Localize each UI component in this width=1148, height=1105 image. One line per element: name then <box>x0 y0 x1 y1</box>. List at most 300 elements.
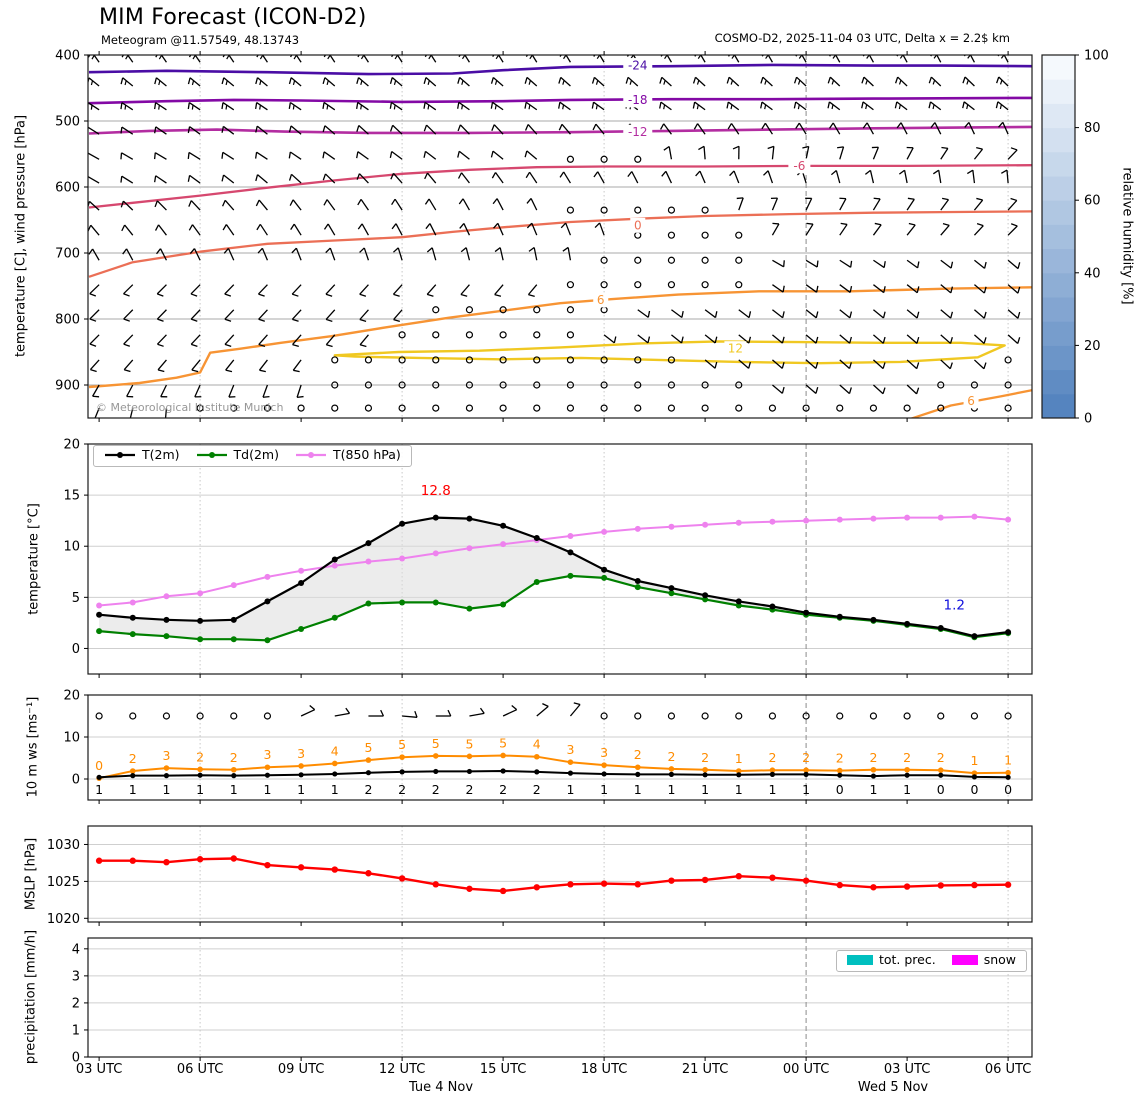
contour-label: -12 <box>627 125 648 140</box>
series-t850-marker <box>399 555 405 561</box>
calm-circle <box>837 405 843 411</box>
series-t850-marker <box>1005 517 1011 523</box>
wind-barb <box>425 151 435 159</box>
x-tick-label: 12 UTC <box>378 1062 426 1077</box>
legend-item-label: T(850 hPa) <box>332 447 401 462</box>
y-tick-label: 4 <box>71 942 80 958</box>
wind-barb <box>664 124 672 134</box>
series-td2m-marker <box>668 590 674 596</box>
gust-value-label: 2 <box>196 749 205 765</box>
series-gust-marker <box>164 765 170 771</box>
wind-barb <box>669 146 671 159</box>
wind-barb <box>226 224 233 235</box>
series-t850-marker <box>837 517 843 523</box>
series-mslp-marker <box>668 877 674 883</box>
wind-barb <box>806 198 812 210</box>
wind-value-label: 0 <box>1004 782 1013 797</box>
series-wind-marker <box>231 773 236 778</box>
series-gust-marker <box>433 753 439 759</box>
colorbar-segment <box>1042 103 1075 128</box>
series-t2m-marker <box>96 612 102 618</box>
gust-value-label: 2 <box>768 750 777 766</box>
wind-barb <box>806 260 817 267</box>
y-tick-label: 600 <box>55 180 80 196</box>
contour-label: -6 <box>793 158 806 173</box>
series-td2m-marker <box>500 601 506 607</box>
wind-barb <box>840 385 850 394</box>
legend-item <box>847 954 936 967</box>
contour-line--24 <box>89 65 1032 74</box>
wind-value-label: 1 <box>297 782 306 797</box>
y-tick-label: 700 <box>55 246 80 262</box>
wind-barb <box>191 310 200 319</box>
series-gust-marker <box>332 761 338 767</box>
wind-barb <box>335 713 350 716</box>
y-tick-label: 1030 <box>46 837 80 853</box>
calm-circle <box>365 405 371 411</box>
wind-barb <box>772 146 773 159</box>
wind-barb <box>873 260 884 267</box>
wind-barb <box>392 78 402 86</box>
wind-value-label: 1 <box>667 782 676 797</box>
series-t2m-marker <box>736 598 742 604</box>
wind-barb <box>974 360 984 369</box>
series-t2m-marker <box>500 523 506 529</box>
series-t2m-marker <box>803 610 809 616</box>
wind-barb <box>600 223 604 235</box>
wind-barb <box>225 310 234 319</box>
legend-item <box>952 954 1016 967</box>
wind-barb <box>88 153 99 159</box>
calm-circle <box>635 282 641 288</box>
wind-barb <box>364 248 368 260</box>
series-mslp-marker <box>837 882 843 888</box>
wind-barb <box>90 360 99 370</box>
wind-barb <box>124 360 133 370</box>
series-mslp-marker <box>130 858 136 864</box>
wind-barb <box>324 102 335 109</box>
wind-barb <box>503 710 517 716</box>
wind-barb <box>301 710 315 716</box>
wind-barb <box>974 310 984 318</box>
precipitation-legend <box>836 950 1027 972</box>
wind-barb <box>360 285 369 295</box>
wind-barb <box>426 78 436 87</box>
wind-value-label: 1 <box>162 782 171 797</box>
y-tick-label: 20 <box>63 688 80 704</box>
temperature-legend <box>93 445 412 467</box>
series-wind-marker <box>938 773 943 778</box>
series-wind-marker <box>1005 775 1010 780</box>
wind-barb <box>327 200 335 210</box>
wind-barb <box>974 335 984 344</box>
wind-barb <box>570 705 580 716</box>
wind-value-label: 1 <box>128 782 137 797</box>
series-gust-marker <box>669 766 675 772</box>
wind-value-label: 1 <box>802 782 811 797</box>
wind-value-label: 0 <box>970 782 979 797</box>
wind-barb <box>941 200 949 210</box>
wind-barb <box>704 146 705 159</box>
calm-circle <box>163 713 169 719</box>
wind-y-axis-label: 10 m ws [ms⁻¹] <box>25 696 41 798</box>
wind-barb <box>840 199 846 210</box>
colorbar-segment <box>1042 128 1075 153</box>
colorbar-tick-label: 100 <box>1084 48 1109 64</box>
series-mslp-marker <box>1005 882 1011 888</box>
series-t2m-marker <box>938 625 944 631</box>
wind-barb <box>840 224 847 235</box>
calm-circle <box>736 713 742 719</box>
panel-border <box>88 55 1032 418</box>
wind-barb <box>898 77 907 86</box>
wind-barb <box>225 285 234 294</box>
wind-barb <box>806 310 816 318</box>
series-td2m-marker <box>399 599 405 605</box>
calm-circle <box>971 713 977 719</box>
wind-barb <box>296 248 301 260</box>
series-gust-marker <box>702 767 708 773</box>
wind-barb <box>229 385 234 397</box>
wind-barb <box>429 199 436 210</box>
wind-barb <box>728 102 738 110</box>
series-t2m-marker <box>365 540 371 546</box>
wind-barb <box>772 260 783 267</box>
y-tick-label: 400 <box>55 48 80 64</box>
colorbar-segment <box>1042 321 1075 346</box>
calm-circle <box>769 405 775 411</box>
series-wind-marker <box>803 772 808 777</box>
series-t850-marker <box>769 519 775 525</box>
calm-circle <box>668 257 674 263</box>
calm-circle <box>702 405 708 411</box>
series-mslp-marker <box>365 870 371 876</box>
wind-barb <box>330 248 334 260</box>
legend-item-label: T(2m) <box>142 447 180 462</box>
x-tick-label: 21 UTC <box>681 1062 729 1077</box>
contour-line-0 <box>89 211 1032 276</box>
series-wind-marker <box>433 769 438 774</box>
gust-value-label: 2 <box>701 749 710 765</box>
series-gust-marker <box>904 767 910 773</box>
upper-air-y-axis-label: temperature [C], wind pressure [hPa] <box>13 114 29 358</box>
legend-item-label: Td(2m) <box>233 447 279 462</box>
series-t2m-marker <box>298 580 304 586</box>
wind-barb <box>156 176 167 183</box>
wind-barb <box>398 248 402 260</box>
wind-barb <box>326 285 335 295</box>
calm-circle <box>567 332 573 338</box>
wind-barb <box>941 148 948 159</box>
calm-circle <box>736 232 742 238</box>
panel-wind <box>63 689 1032 805</box>
y-tick-label: 1020 <box>46 911 80 927</box>
wind-barb <box>223 152 234 159</box>
calm-circle <box>96 713 102 719</box>
wind-barb <box>662 77 672 86</box>
wind-barb <box>360 310 369 320</box>
wind-barb <box>840 360 850 369</box>
gust-value-label: 2 <box>229 749 238 765</box>
series-t850-marker <box>332 563 338 569</box>
series-t850-marker <box>803 518 809 524</box>
wind-barb <box>873 310 883 318</box>
series-wind-marker <box>366 770 371 775</box>
wind-barb <box>425 102 436 109</box>
series-mslp-marker <box>769 874 775 880</box>
series-t2m-marker <box>163 617 169 623</box>
calm-circle <box>635 713 641 719</box>
wind-barb <box>594 102 605 110</box>
wind-barb <box>873 147 878 159</box>
calm-circle <box>904 713 910 719</box>
wind-barb <box>974 149 982 159</box>
series-gust-marker <box>231 767 237 773</box>
temperature-y-axis-label: temperature [°C] <box>26 503 42 615</box>
wind-barb <box>873 199 880 210</box>
wind-barb <box>291 78 301 86</box>
wind-barb <box>695 102 705 110</box>
calm-circle <box>466 307 472 313</box>
series-mslp-marker <box>332 866 338 872</box>
wind-barb <box>462 173 470 183</box>
wind-value-label: 1 <box>869 782 878 797</box>
wind-barb <box>290 102 301 109</box>
series-t850-marker <box>365 559 371 565</box>
panel-temperature <box>63 438 1032 679</box>
wind-barb <box>796 102 806 110</box>
wind-value-label: 1 <box>903 782 912 797</box>
wind-barb <box>974 200 982 210</box>
series-t850-marker <box>668 524 674 530</box>
wind-value-label: 1 <box>768 782 777 797</box>
wind-barb <box>739 198 743 210</box>
wind-barb <box>124 335 133 344</box>
series-wind-marker <box>130 773 135 778</box>
series-wind-marker <box>770 772 775 777</box>
wind-barb <box>224 175 234 183</box>
wind-barb <box>863 102 873 110</box>
watermark: © Meteorological Institute Munich <box>96 401 284 414</box>
colorbar-tick-label: 20 <box>1084 338 1101 354</box>
wind-barb <box>907 148 913 159</box>
calm-circle <box>702 207 708 213</box>
series-wind-marker <box>635 772 640 777</box>
series-wind-marker <box>871 773 876 778</box>
wind-barb <box>492 102 503 109</box>
colorbar-segment <box>1042 345 1075 370</box>
contour-line-12 <box>335 341 1005 363</box>
wind-value-label: 2 <box>364 782 373 797</box>
series-t2m-marker <box>870 617 876 623</box>
series-wind-marker <box>703 772 708 777</box>
wind-value-label: 2 <box>465 782 474 797</box>
wind-barb <box>156 78 166 86</box>
calm-circle <box>500 332 506 338</box>
series-td2m-marker <box>433 599 439 605</box>
wind-barb <box>189 103 200 110</box>
series-t2m-marker <box>534 535 540 541</box>
series-t2m-marker <box>466 516 472 522</box>
series-t2m-marker <box>231 617 237 623</box>
wind-barb <box>325 78 335 86</box>
series-t2m-marker <box>837 614 843 620</box>
wind-barb <box>195 385 200 397</box>
series-t850-marker <box>197 590 203 596</box>
wind-barb <box>191 201 200 211</box>
panel-mslp <box>47 826 1032 927</box>
series-gust-marker <box>1005 770 1011 776</box>
series-gust-marker <box>938 767 944 773</box>
wind-barb <box>326 310 335 320</box>
series-gust-marker <box>500 753 506 759</box>
series-t2m-marker <box>601 567 607 573</box>
contour-line-6 <box>89 287 1032 387</box>
calm-circle <box>635 405 641 411</box>
wind-barb <box>999 77 1008 86</box>
series-t2m-marker <box>197 618 203 624</box>
wind-barb <box>941 310 951 318</box>
wind-barb <box>496 172 504 183</box>
precip-y-axis-label: precipitation [mm/h] <box>23 929 39 1065</box>
wind-barb <box>427 173 435 183</box>
gust-value-label: 5 <box>499 735 508 751</box>
wind-barb <box>90 285 99 294</box>
x-tick-label: 00 UTC <box>782 1062 830 1077</box>
wind-value-label: 2 <box>431 782 440 797</box>
wind-barb <box>263 385 267 397</box>
wind-barb <box>158 360 166 370</box>
wind-barb <box>460 77 470 86</box>
wind-barb <box>873 385 883 394</box>
x-tick-label: 18 UTC <box>580 1062 628 1077</box>
series-wind-marker <box>972 774 977 779</box>
series-wind-marker <box>602 771 607 776</box>
wind-barb <box>192 360 200 370</box>
series-t850-marker <box>130 599 136 605</box>
wind-barb <box>965 77 974 86</box>
series-td2m-marker <box>365 600 371 606</box>
series-t850-marker <box>601 529 607 535</box>
gust-value-label: 0 <box>95 758 104 774</box>
legend-item <box>104 449 180 462</box>
gust-value-label: 3 <box>566 742 575 758</box>
colorbar-tick-label: 40 <box>1084 266 1101 282</box>
wind-barb <box>189 152 200 159</box>
y-tick-label: 20 <box>63 437 80 453</box>
y-tick-label: 0 <box>71 1050 80 1066</box>
wind-barb <box>155 153 166 160</box>
wind-barb <box>907 385 917 394</box>
y-tick-label: 500 <box>55 114 80 130</box>
wind-barb <box>806 385 816 393</box>
series-wind-marker <box>265 773 270 778</box>
wind-barb <box>294 224 301 235</box>
contour-layer <box>89 65 1032 420</box>
wind-barb <box>466 248 469 261</box>
gust-value-label: 2 <box>128 751 137 767</box>
colorbar-segment <box>1042 176 1075 201</box>
series-gust-marker <box>601 762 607 768</box>
series-td2m-marker <box>163 633 169 639</box>
gust-value-label: 2 <box>936 750 945 766</box>
wind-barb <box>161 385 167 397</box>
wind-barb <box>156 103 167 110</box>
wind-barb <box>840 260 851 267</box>
series-t850-marker <box>264 574 270 580</box>
series-mslp-marker <box>971 882 977 888</box>
contour-label: 0 <box>633 218 642 233</box>
series-mslp-marker <box>264 862 270 868</box>
wind-barb <box>391 102 402 109</box>
series-t2m-marker <box>971 633 977 639</box>
calm-circle <box>870 405 876 411</box>
wind-barb <box>257 103 268 110</box>
calm-circle <box>332 357 338 363</box>
series-mslp-marker <box>635 881 641 887</box>
wind-barb <box>806 224 813 235</box>
series-t2m-marker <box>130 615 136 621</box>
wind-barb <box>459 102 470 109</box>
wind-barb <box>402 716 417 717</box>
wind-value-label: 2 <box>532 782 541 797</box>
wind-barb <box>290 152 301 159</box>
wind-barb <box>604 335 614 343</box>
annotation-1.2: 1.2 <box>943 597 965 614</box>
series-td2m-marker <box>601 575 607 581</box>
legend-item-label: snow <box>983 952 1016 967</box>
wind-barb <box>705 310 715 318</box>
gust-value-label: 1 <box>734 751 743 767</box>
x-axis-labels <box>76 1062 1031 1095</box>
y-tick-label: 1 <box>71 1023 80 1039</box>
colorbar-segment <box>1042 370 1075 395</box>
calm-circle <box>567 156 573 162</box>
series-t850-marker <box>736 520 742 526</box>
wind-barb <box>598 172 604 183</box>
series-t2m-marker <box>769 604 775 610</box>
wind-barb <box>292 310 301 320</box>
series-wind-marker <box>198 773 203 778</box>
series-t850-marker <box>971 514 977 520</box>
wind-barb <box>89 78 99 86</box>
series-wind-marker <box>534 769 539 774</box>
page-title: MIM Forecast (ICON-D2) <box>99 5 367 30</box>
x-tick-label: 06 UTC <box>984 1062 1032 1077</box>
calm-circle <box>702 257 708 263</box>
legend-patch-swatch <box>952 954 978 966</box>
x-tick-label: 06 UTC <box>176 1062 224 1077</box>
wind-value-label: 1 <box>263 782 272 797</box>
calm-circle <box>433 307 439 313</box>
wind-barb <box>873 225 881 235</box>
wind-barb <box>88 177 99 184</box>
calm-circle <box>702 713 708 719</box>
gust-value-label: 5 <box>364 740 373 756</box>
wind-barb <box>191 285 200 294</box>
wind-barb <box>463 199 469 210</box>
series-mslp-marker <box>433 881 439 887</box>
wind-barb <box>427 285 436 295</box>
calm-circle <box>264 713 270 719</box>
series-t850-marker <box>231 582 237 588</box>
gust-value-label: 2 <box>633 747 642 763</box>
gust-value-label: 3 <box>297 745 306 761</box>
wind-barb <box>259 310 268 320</box>
wind-barb <box>840 147 844 159</box>
wind-barb <box>127 249 133 260</box>
wind-barb <box>360 335 368 345</box>
